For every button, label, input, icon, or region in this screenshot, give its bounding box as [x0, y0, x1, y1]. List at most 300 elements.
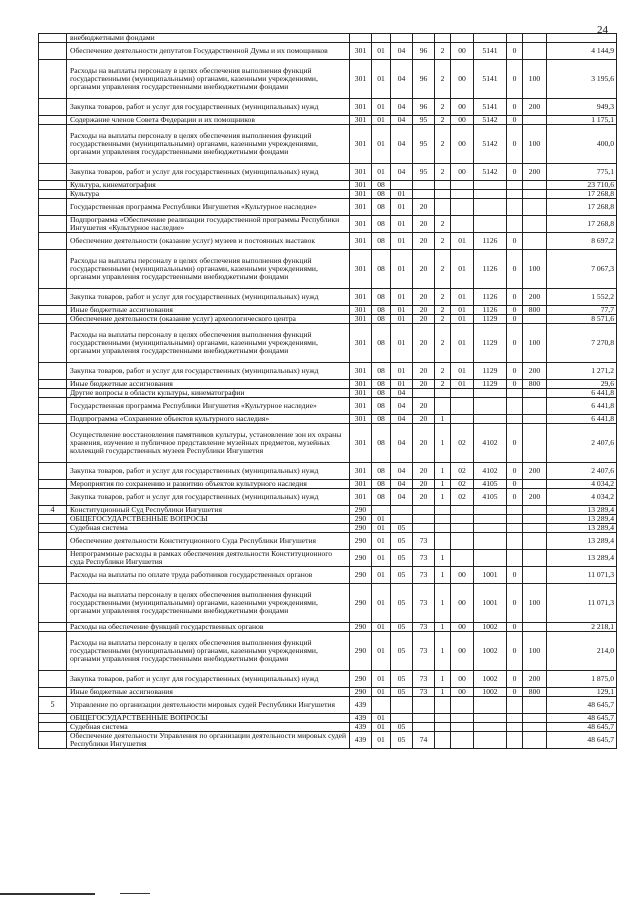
code-program: [413, 181, 435, 190]
table-row: [39, 463, 617, 480]
code-expense-type: [523, 623, 547, 632]
table-row: [39, 363, 617, 380]
code-subprogram: [435, 697, 451, 714]
code-direction: 1002: [474, 623, 507, 632]
row-number: [39, 289, 67, 306]
code-subsection: 05: [391, 550, 413, 567]
row-number: [39, 398, 67, 415]
code-program: 96: [413, 99, 435, 116]
code-department: 301: [350, 116, 372, 125]
code-direction: [474, 697, 507, 714]
table-row: [39, 506, 617, 515]
code-zero: 0: [507, 250, 523, 289]
item-name: Закупка товаров, работ и услуг для государственных (муниципальных) нужд: [67, 463, 350, 480]
code-activity: [451, 181, 474, 190]
table-row: [39, 671, 617, 688]
table-row: [39, 233, 617, 250]
amount: 775,1: [547, 164, 617, 181]
code-department: 301: [350, 480, 372, 489]
code-expense-type: 800: [523, 380, 547, 389]
code-program: 20: [413, 380, 435, 389]
code-zero: 0: [507, 489, 523, 506]
scan-mark: [0, 893, 95, 895]
row-number: [39, 60, 67, 99]
item-name: Государственная программа Республики Ингушетия «Культурное наследие»: [67, 398, 350, 415]
row-number: [39, 389, 67, 398]
table-row: [39, 632, 617, 671]
code-section: [372, 34, 391, 43]
table-row: [39, 424, 617, 463]
code-expense-type: 200: [523, 671, 547, 688]
code-subprogram: [435, 506, 451, 515]
code-subprogram: [435, 714, 451, 723]
code-expense-type: 200: [523, 463, 547, 480]
code-subprogram: 2: [435, 306, 451, 315]
code-subsection: 01: [391, 289, 413, 306]
item-name: ОБЩЕГОСУДАРСТВЕННЫЕ ВОПРОСЫ: [67, 515, 350, 524]
code-subprogram: 1: [435, 632, 451, 671]
code-department: 301: [350, 250, 372, 289]
code-department: 301: [350, 306, 372, 315]
code-subprogram: 1: [435, 463, 451, 480]
code-direction: [474, 415, 507, 424]
code-subprogram: 2: [435, 116, 451, 125]
code-activity: 02: [451, 463, 474, 480]
item-name: Расходы на выплаты персоналу в целях обеспечения выполнения функций государственными (муниципальными) органами, казенными учреждениями, органами управления государственными внебюджетными фондами: [67, 632, 350, 671]
code-department: 301: [350, 181, 372, 190]
code-program: 73: [413, 550, 435, 567]
code-expense-type: [523, 216, 547, 233]
code-zero: 0: [507, 463, 523, 480]
code-program: 73: [413, 567, 435, 584]
item-name: Подпрограмма «Обеспечение реализации государственной программы Республики Ингушетия «Культурное наследие»: [67, 216, 350, 233]
code-activity: 02: [451, 480, 474, 489]
code-department: 301: [350, 60, 372, 99]
table-row: [39, 43, 617, 60]
table-row: [39, 688, 617, 697]
amount: 400,0: [547, 125, 617, 164]
amount: 17 268,8: [547, 190, 617, 199]
amount: 29,6: [547, 380, 617, 389]
code-activity: 00: [451, 671, 474, 688]
table-row: [39, 116, 617, 125]
code-section: 08: [372, 289, 391, 306]
code-department: 301: [350, 489, 372, 506]
code-program: 96: [413, 43, 435, 60]
row-number: [39, 190, 67, 199]
item-name: Закупка товаров, работ и услуг для государственных (муниципальных) нужд: [67, 671, 350, 688]
code-activity: 00: [451, 584, 474, 623]
row-number: [39, 524, 67, 533]
row-number: [39, 181, 67, 190]
code-activity: [451, 714, 474, 723]
code-department: 290: [350, 567, 372, 584]
row-number: [39, 415, 67, 424]
code-expense-type: 100: [523, 60, 547, 99]
code-program: [413, 190, 435, 199]
code-section: 08: [372, 190, 391, 199]
code-activity: [451, 199, 474, 216]
code-program: [413, 723, 435, 732]
code-subsection: 04: [391, 463, 413, 480]
row-number: [39, 216, 67, 233]
code-activity: [451, 697, 474, 714]
code-expense-type: [523, 697, 547, 714]
code-expense-type: [523, 506, 547, 515]
code-section: 01: [372, 60, 391, 99]
code-department: 290: [350, 533, 372, 550]
item-name: Иные бюджетные ассигнования: [67, 688, 350, 697]
amount: 23 710,6: [547, 181, 617, 190]
row-number: [39, 380, 67, 389]
code-program: 74: [413, 732, 435, 749]
code-department: 301: [350, 363, 372, 380]
code-activity: 01: [451, 233, 474, 250]
code-department: 301: [350, 43, 372, 60]
item-name: Мероприятия по сохранению и развитию объектов культурного наследия: [67, 480, 350, 489]
code-expense-type: 100: [523, 632, 547, 671]
code-zero: 0: [507, 671, 523, 688]
code-section: 01: [372, 632, 391, 671]
code-department: 439: [350, 732, 372, 749]
code-zero: [507, 533, 523, 550]
code-expense-type: [523, 233, 547, 250]
code-zero: [507, 389, 523, 398]
code-section: 01: [372, 524, 391, 533]
amount: 3 195,6: [547, 60, 617, 99]
code-section: 08: [372, 216, 391, 233]
code-section: 08: [372, 233, 391, 250]
code-section: 01: [372, 723, 391, 732]
amount: 13 289,4: [547, 524, 617, 533]
code-activity: 01: [451, 315, 474, 324]
code-department: 301: [350, 99, 372, 116]
amount: 11 071,3: [547, 584, 617, 623]
code-activity: [451, 533, 474, 550]
code-direction: [474, 389, 507, 398]
code-subsection: [391, 506, 413, 515]
code-activity: 00: [451, 623, 474, 632]
code-direction: [474, 732, 507, 749]
code-activity: 00: [451, 116, 474, 125]
code-program: 96: [413, 60, 435, 99]
row-number: [39, 688, 67, 697]
code-subsection: 05: [391, 524, 413, 533]
row-number: [39, 324, 67, 363]
row-number: [39, 424, 67, 463]
code-section: 08: [372, 489, 391, 506]
code-department: 290: [350, 632, 372, 671]
code-expense-type: [523, 714, 547, 723]
row-number: [39, 671, 67, 688]
table-row: [39, 524, 617, 533]
table-row: [39, 550, 617, 567]
code-subsection: [391, 697, 413, 714]
code-department: 439: [350, 714, 372, 723]
table-row: [39, 714, 617, 723]
code-expense-type: [523, 34, 547, 43]
code-activity: [451, 389, 474, 398]
code-subprogram: [435, 515, 451, 524]
code-direction: 5142: [474, 125, 507, 164]
code-subsection: 04: [391, 415, 413, 424]
table-row: [39, 190, 617, 199]
code-zero: [507, 515, 523, 524]
code-subsection: 01: [391, 324, 413, 363]
code-direction: 4102: [474, 424, 507, 463]
code-department: 301: [350, 190, 372, 199]
code-department: 301: [350, 463, 372, 480]
code-department: 301: [350, 289, 372, 306]
amount: 2 218,1: [547, 623, 617, 632]
code-subsection: 01: [391, 216, 413, 233]
code-program: 20: [413, 415, 435, 424]
amount: 7 270,8: [547, 324, 617, 363]
code-program: 20: [413, 250, 435, 289]
amount: 48 645,7: [547, 697, 617, 714]
amount: 11 071,3: [547, 567, 617, 584]
code-subsection: 05: [391, 688, 413, 697]
code-activity: 00: [451, 632, 474, 671]
table-row: [39, 515, 617, 524]
code-subprogram: 2: [435, 60, 451, 99]
amount: 6 441,8: [547, 389, 617, 398]
item-name: Подпрограмма «Сохранение объектов культурного наследия»: [67, 415, 350, 424]
code-program: 20: [413, 306, 435, 315]
code-program: [413, 506, 435, 515]
amount: 1 875,0: [547, 671, 617, 688]
row-number: [39, 306, 67, 315]
item-name: Закупка товаров, работ и услуг для государственных (муниципальных) нужд: [67, 164, 350, 181]
code-expense-type: [523, 424, 547, 463]
code-program: 20: [413, 315, 435, 324]
code-expense-type: [523, 515, 547, 524]
item-name: Расходы на выплаты персоналу в целях обеспечения выполнения функций государственными (муниципальными) органами, казенными учреждениями, органами управления государственными внебюджетными фондами: [67, 250, 350, 289]
row-number: [39, 116, 67, 125]
table-row: [39, 60, 617, 99]
item-name: Другие вопросы в области культуры, кинематографии: [67, 389, 350, 398]
code-activity: 00: [451, 99, 474, 116]
amount: 4 144,9: [547, 43, 617, 60]
code-zero: [507, 732, 523, 749]
code-zero: 0: [507, 233, 523, 250]
code-expense-type: 100: [523, 324, 547, 363]
code-subprogram: 1: [435, 489, 451, 506]
item-name: ОБЩЕГОСУДАРСТВЕННЫЕ ВОПРОСЫ: [67, 714, 350, 723]
code-subsection: 04: [391, 43, 413, 60]
amount: 949,3: [547, 99, 617, 116]
code-department: 301: [350, 164, 372, 181]
code-zero: 0: [507, 688, 523, 697]
code-subprogram: 1: [435, 688, 451, 697]
code-direction: 5141: [474, 60, 507, 99]
code-expense-type: [523, 533, 547, 550]
table-row: [39, 181, 617, 190]
table-row: [39, 623, 617, 632]
table-row: [39, 289, 617, 306]
budget-table: [38, 33, 617, 749]
amount: 17 268,8: [547, 216, 617, 233]
code-department: 439: [350, 697, 372, 714]
table-row: [39, 732, 617, 749]
row-number: [39, 363, 67, 380]
code-section: 08: [372, 424, 391, 463]
row-number: [39, 463, 67, 480]
code-section: 01: [372, 533, 391, 550]
code-subprogram: 2: [435, 363, 451, 380]
code-program: 20: [413, 424, 435, 463]
code-direction: 4102: [474, 463, 507, 480]
code-zero: [507, 506, 523, 515]
code-subsection: 05: [391, 584, 413, 623]
amount: 17 268,8: [547, 199, 617, 216]
code-program: 20: [413, 463, 435, 480]
code-section: 01: [372, 732, 391, 749]
code-section: 01: [372, 99, 391, 116]
code-direction: [474, 550, 507, 567]
table-row: [39, 315, 617, 324]
code-department: 290: [350, 524, 372, 533]
amount: 4 034,2: [547, 480, 617, 489]
code-zero: 0: [507, 632, 523, 671]
code-activity: 02: [451, 489, 474, 506]
code-program: 73: [413, 533, 435, 550]
amount: 13 289,4: [547, 506, 617, 515]
table-row: [39, 697, 617, 714]
code-section: 01: [372, 623, 391, 632]
code-zero: 0: [507, 424, 523, 463]
code-subprogram: 2: [435, 216, 451, 233]
code-program: 73: [413, 688, 435, 697]
code-zero: 0: [507, 584, 523, 623]
item-name: Закупка товаров, работ и услуг для государственных (муниципальных) нужд: [67, 363, 350, 380]
row-number: [39, 723, 67, 732]
code-subsection: 04: [391, 116, 413, 125]
item-name: Расходы на выплаты по оплате труда работников государственных органов: [67, 567, 350, 584]
code-subprogram: 2: [435, 43, 451, 60]
code-program: 20: [413, 324, 435, 363]
code-program: 95: [413, 125, 435, 164]
code-expense-type: [523, 732, 547, 749]
code-section: 01: [372, 164, 391, 181]
item-name: Осуществление восстановления памятников культуры, установление зон их охраны хранения, изучение и публичное представление музейных предметов, музейных коллекций государственных музеев Республики Ингушетия: [67, 424, 350, 463]
table-row: [39, 324, 617, 363]
code-subprogram: 2: [435, 125, 451, 164]
amount: 4 034,2: [547, 489, 617, 506]
code-section: 01: [372, 125, 391, 164]
item-name: Культура: [67, 190, 350, 199]
code-section: 08: [372, 389, 391, 398]
code-zero: [507, 550, 523, 567]
code-program: 20: [413, 363, 435, 380]
code-department: 439: [350, 723, 372, 732]
item-name: Расходы на выплаты персоналу в целях обеспечения выполнения функций государственными (муниципальными) органами, казенными учреждениями, органами управления государственными внебюджетными фондами: [67, 584, 350, 623]
amount: 129,1: [547, 688, 617, 697]
code-subprogram: [435, 190, 451, 199]
amount: 77,7: [547, 306, 617, 315]
code-activity: 00: [451, 43, 474, 60]
code-subsection: 04: [391, 99, 413, 116]
table-row: [39, 99, 617, 116]
code-program: 73: [413, 584, 435, 623]
item-name: Содержание членов Совета Федерации и их помощников: [67, 116, 350, 125]
table-row: [39, 199, 617, 216]
amount: 6 441,8: [547, 398, 617, 415]
code-expense-type: [523, 415, 547, 424]
code-direction: [474, 216, 507, 233]
table-row: [39, 415, 617, 424]
code-expense-type: 200: [523, 489, 547, 506]
code-direction: 1129: [474, 363, 507, 380]
code-subprogram: 2: [435, 315, 451, 324]
table-row: [39, 389, 617, 398]
row-number: [39, 125, 67, 164]
code-section: 08: [372, 315, 391, 324]
code-expense-type: [523, 550, 547, 567]
code-program: [413, 714, 435, 723]
code-subprogram: [435, 723, 451, 732]
code-direction: [474, 533, 507, 550]
code-section: 08: [372, 363, 391, 380]
code-department: 290: [350, 688, 372, 697]
code-zero: [507, 697, 523, 714]
code-section: [372, 506, 391, 515]
code-activity: [451, 506, 474, 515]
row-number: [39, 533, 67, 550]
code-zero: [507, 199, 523, 216]
code-department: 301: [350, 125, 372, 164]
code-subprogram: 2: [435, 250, 451, 289]
code-zero: [507, 415, 523, 424]
amount: [547, 34, 617, 43]
row-number: [39, 99, 67, 116]
code-direction: [474, 714, 507, 723]
code-direction: [474, 190, 507, 199]
code-activity: 01: [451, 306, 474, 315]
code-direction: 1126: [474, 289, 507, 306]
code-subprogram: 1: [435, 415, 451, 424]
code-program: 95: [413, 116, 435, 125]
item-name: Непрограммные расходы в рамках обеспечения деятельности Конституционного суда Республики Ингушетия: [67, 550, 350, 567]
code-subsection: [391, 515, 413, 524]
table-row: [39, 398, 617, 415]
code-section: 08: [372, 199, 391, 216]
code-section: 08: [372, 480, 391, 489]
code-direction: 5142: [474, 164, 507, 181]
row-number: [39, 567, 67, 584]
code-subprogram: 1: [435, 480, 451, 489]
item-name: внебюджетными фондами: [67, 34, 350, 43]
code-program: 20: [413, 199, 435, 216]
code-subsection: 01: [391, 363, 413, 380]
code-direction: [474, 181, 507, 190]
code-section: 08: [372, 398, 391, 415]
code-expense-type: [523, 480, 547, 489]
code-activity: [451, 398, 474, 415]
code-zero: 0: [507, 99, 523, 116]
item-name: Расходы на выплаты персоналу в целях обеспечения выполнения функций государственными (муниципальными) органами, казенными учреждениями, органами управления государственными внебюджетными фондами: [67, 324, 350, 363]
code-subprogram: [435, 34, 451, 43]
row-number: [39, 515, 67, 524]
code-section: 08: [372, 463, 391, 480]
item-name: Государственная программа Республики Ингушетия «Культурное наследие»: [67, 199, 350, 216]
code-program: 20: [413, 233, 435, 250]
code-expense-type: 100: [523, 125, 547, 164]
code-direction: 1002: [474, 688, 507, 697]
code-subsection: 01: [391, 233, 413, 250]
code-zero: 0: [507, 324, 523, 363]
row-number: [39, 34, 67, 43]
